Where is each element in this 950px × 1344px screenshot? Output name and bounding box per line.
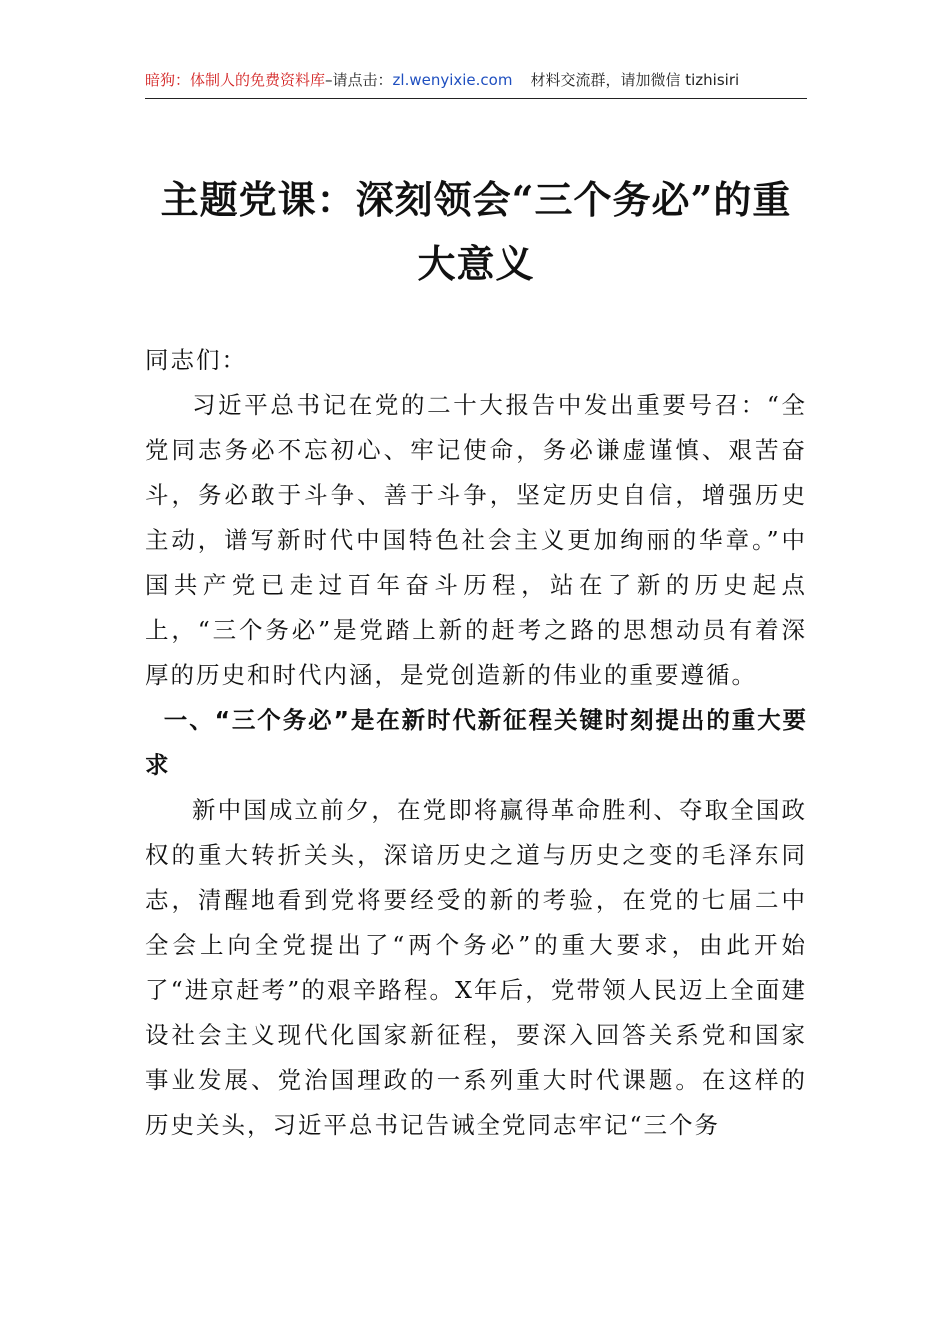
document-title: 主题党课：深刻领会“三个务必”的重大意义 [160,177,792,286]
header-site-name: 暗狗：体制人的免费资料库 [145,71,326,89]
section-1-paragraph: 新中国成立前夕，在党即将赢得革命胜利、夺取全国政权的重大转折关头，深谙历史之道与历史之变的毛泽东同志，清醒地看到党将要经受的新的考验，在党的七届二中全会上向全党提出了“两个务必”的重大要求，由此开始了“进京赶考”的艰辛路程。X年后，党带领人民迈上全面建设社会主义现代化国家新征程，要深入回答关系党和国家事业发展、党治国理政的一系列重大时代课题。在这样的历史关头，习近平总书记告诫全党同志牢记“三个务 [145,796,807,1139]
document-body [145,338,807,1148]
page-header [145,66,807,99]
intro-paragraph: 习近平总书记在党的二十大报告中发出重要号召：“全党同志务必不忘初心、牢记使命，务必谦虚谨慎、艰苦奋斗，务必敢于斗争、善于斗争，坚定历史自信，增强历史主动，谱写新时代中国特色社会主义更加绚丽的华章。”中国共产党已走过百年奋斗历程，站在了新的历史起点上，“三个务必”是党踏上新的赶考之路的思想动员有着深厚的历史和时代内涵，是党创造新的伟业的重要遵循。 [145,391,807,689]
section-1-heading: 一、“三个务必”是在新时代新征程关键时刻提出的重大要求 [145,706,807,779]
header-click-prompt: –请点击： [325,71,393,89]
header-wechat-note: 材料交流群，请加微信 tizhisiri [530,71,740,89]
header-url-link[interactable]: zl.wenyixie.com [392,71,513,89]
salutation: 同志们： [145,346,247,374]
